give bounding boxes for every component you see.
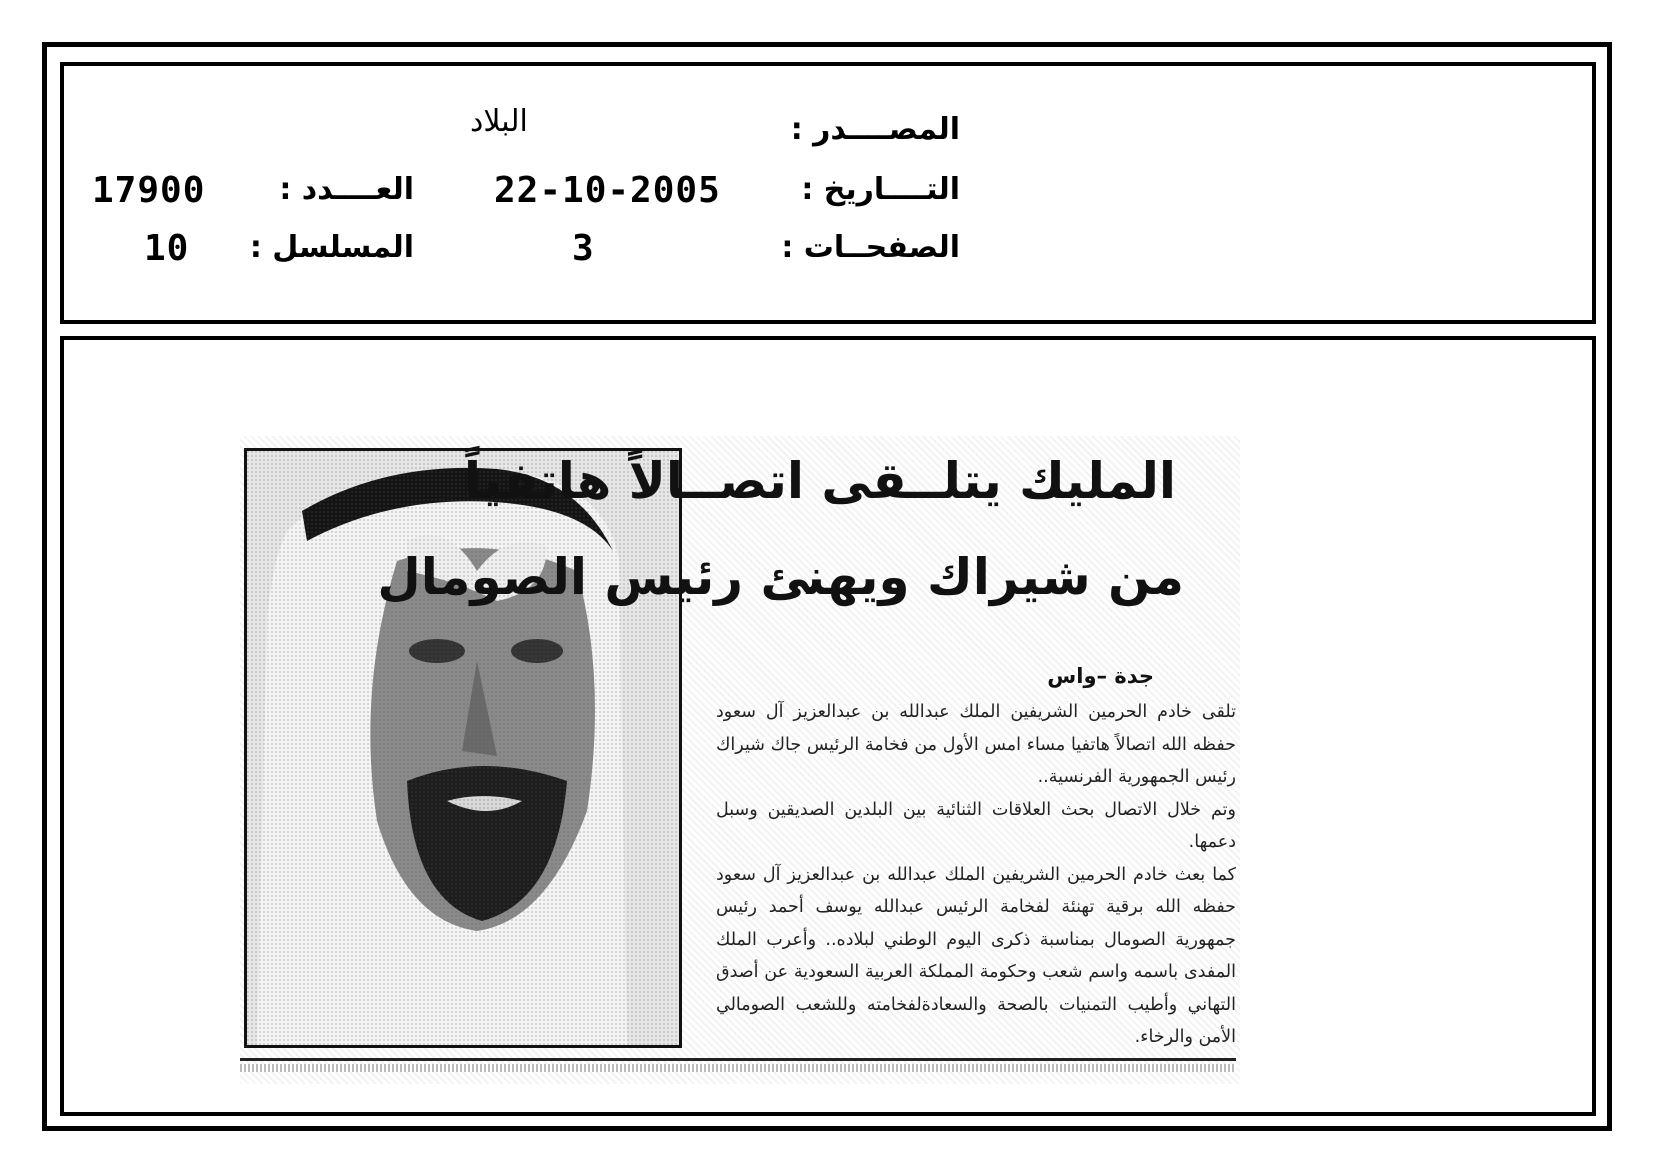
headline-line-1: المليك يتلــقى اتصــالاً هاتفياً (463, 452, 1176, 510)
pages-value: 3 (572, 228, 595, 269)
pages-label: الصفحــات : (781, 230, 960, 265)
article-paragraph: كما بعث خادم الحرمين الشريفين الملك عبدالله بن عبدالعزيز آل سعود حفظه الله برقية تهنئة لفخامة الرئيس عبدالله يوسف أحمد رئيس جمهورية الصومال بمناسبة ذكرى اليوم الوطني لبلاده.. وأعرب الملك المفدى باسمه واسم شعب وحكومة المملكة العربية السعودية عن أصدق التهاني وأطيب التمنيات بالصحة والسعادةلفخامته وللشعب الصومالي الأمن والرخاء. (716, 864, 1236, 1047)
article-paragraph: وتم خلال الاتصال بحث العلاقات الثنائية بين البلدين الصديقين وسبل دعمها. (716, 799, 1236, 852)
issue-value: 17900 (92, 170, 206, 211)
clipping-bottom-rule (240, 1058, 1236, 1061)
article-paragraph: تلقى خادم الحرمين الشريفين الملك عبدالله بن عبدالعزيز آل سعود حفظه الله اتصالاً هاتفيا مساء امس الأول من فخامة الرئيس جاك شيراك رئيس الجمهورية الفرنسية.. (716, 702, 1236, 787)
serial-label: المسلسل : (249, 230, 414, 265)
serial-value: 10 (144, 228, 190, 269)
dateline: جدة –واس (1047, 664, 1154, 688)
source-value: البلاد (470, 104, 528, 139)
portrait-photo (244, 448, 682, 1048)
source-label: المصــــدر : (790, 112, 960, 147)
headline-line-2: من شيراك ويهنئ رئيس الصومال (377, 548, 1184, 606)
date-label: التــــاريخ : (801, 172, 960, 207)
date-value: 22-10-2005 (494, 170, 721, 211)
article-body (716, 696, 1236, 1054)
issue-label: العــــدد : (279, 172, 414, 207)
clipping-bottom-texture (240, 1064, 1236, 1072)
